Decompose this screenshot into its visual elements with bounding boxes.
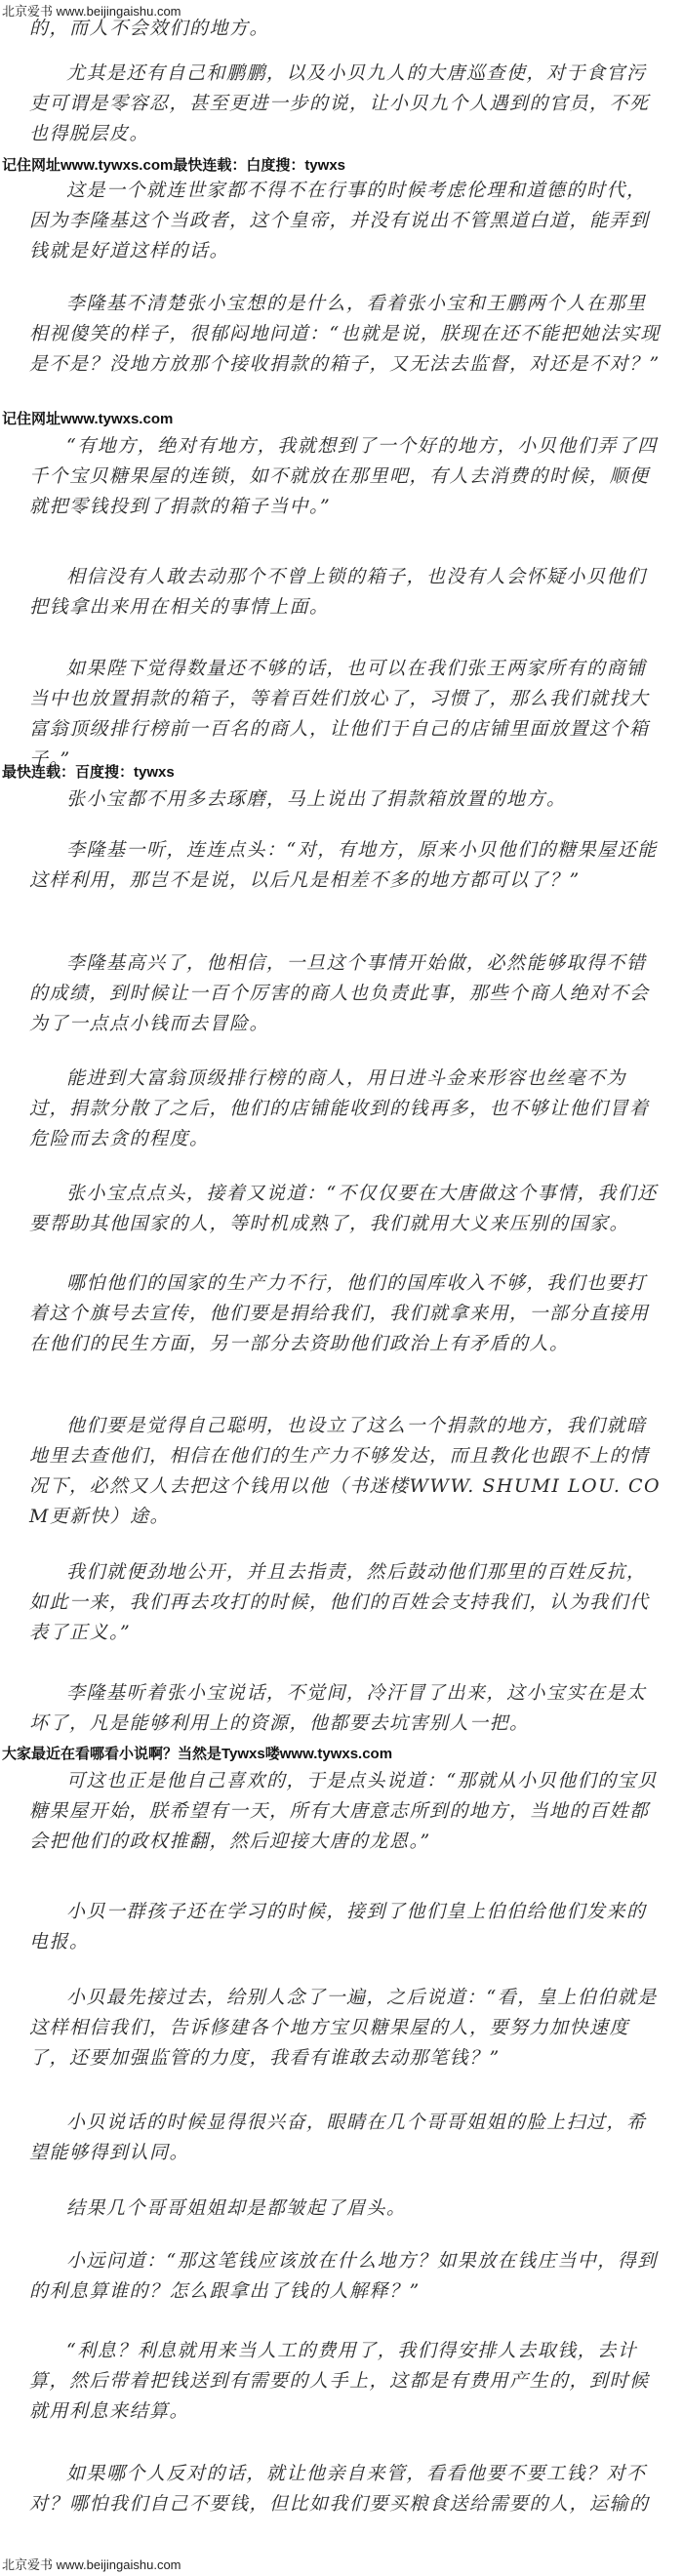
paragraph: 这是一个就连世家都不得不在行事的时候考虑伦理和道德的时代，因为李隆基这个当政者，这个皇帝，并没有说出不管黑道白道，能弄到钱就是好道这样的话。 <box>29 180 650 262</box>
paragraph: 李隆基高兴了，他相信，一旦这个事情开始做，必然能够取得不错的成绩，到时候让一百个厉害的商人也负责此事，那些个商人绝对不会为了一点点小钱而去冒险。 <box>29 952 650 1034</box>
paragraph: 他们要是觉得自己聪明，也设立了这么一个捐款的地方，我们就暗地里去查他们，相信在他们的生产力不够发达，而且教化也跟不上的情况下，必然又人去把这个钱用以他（书迷楼WWW. SHUMI LOU. COM更新快）途。 <box>29 1415 662 1527</box>
ad-line: 大家最近在看哪看小说啊？当然是Tywxs喽www.tywxs.com <box>2 1746 393 1762</box>
paragraph: “有地方，绝对有地方，我就想到了一个好的地方，小贝他们弄了四千个宝贝糖果屋的连锁，如不就放在那里吧，有人去消费的时候，顺便就把零钱投到了捐款的箱子当中。” <box>29 435 658 517</box>
paragraph: 李隆基不清楚张小宝想的是什么，看着张小宝和王鹏两个人在那里相视傻笑的样子，很郁闷地问道：“也就是说，朕现在还不能把她法实现是不是？没地方放那个接收捐款的箱子，又无法去监督，对还是不对？” <box>29 293 661 375</box>
paragraph: 李隆基听着张小宝说话，不觉间，冷汗冒了出来，这小宝实在是太坏了，凡是能够利用上的资源，他都要去坑害别人一把。 <box>29 1682 647 1734</box>
paragraph: 如果陛下觉得数量还不够的话，也可以在我们张王两家所有的商铺当中也放置捐款的箱子，等着百姓们放心了，习惯了，那么我们就找大富翁顶级排行榜前一百名的商人，让他们于自己的店铺里面放置这个箱子。” <box>29 658 650 770</box>
paragraph: 小贝一群孩子还在学习的时候，接到了他们皇上伯伯给他们发来的电报。 <box>29 1901 647 1952</box>
paragraph: 可这也正是他自己喜欢的，于是点头说道：“那就从小贝他们的宝贝糖果屋开始，朕希望有一天，所有大唐意志所到的地方，当地的百姓都会把他们的政权推翻，然后迎接大唐的龙恩。” <box>29 1770 658 1852</box>
paragraph: 尤其是还有自己和鹏鹏，以及小贝九人的大唐巡查使，对于食官污吏可谓是零容忍，甚至更进一步的说，让小贝九个人遇到的官员，不死也得脱层皮。 <box>29 62 650 144</box>
paragraph: 结果几个哥哥姐姐却是都皱起了眉头。 <box>66 2197 407 2219</box>
ad-line: 记住网址www.tywxs.com最快连载：白度搜：tywxs <box>2 157 346 174</box>
paragraph: 张小宝都不用多去琢磨，马上说出了捐款箱放置的地方。 <box>66 788 567 810</box>
paragraph: 张小宝点点头，接着又说道：“不仅仅要在大唐做这个事情，我们还要帮助其他国家的人，等时机成熟了，我们就用大义来压别的国家。 <box>29 1183 658 1234</box>
paragraph: 相信没有人敢去动那个不曾上锁的箱子，也没有人会怀疑小贝他们把钱拿出来用在相关的事情上面。 <box>29 566 647 618</box>
paragraph: 我们就便劲地公开，并且去指责，然后鼓动他们那里的百姓反抗，如此一来，我们再去攻打的时候，他们的百姓会支持我们，认为我们代表了正义。” <box>29 1561 650 1643</box>
paragraph: 李隆基一听，连连点头：“对，有地方，原来小贝他们的糖果屋还能这样利用，那岂不是说，以后凡是相差不多的地方都可以了？” <box>29 839 658 891</box>
paragraph: 小贝说话的时候显得很兴奋，眼睛在几个哥哥姐姐的脸上扫过，希望能够得到认同。 <box>29 2112 647 2163</box>
paragraph: 的，而人不会效们的地方。 <box>29 18 270 39</box>
paragraph: 哪怕他们的国家的生产力不行，他们的国库收入不够，我们也要打着这个旗号去宣传，他们要是捐给我们，我们就拿来用，一部分直接用在他们的民生方面，另一部分去资助他们政治上有矛盾的人。 <box>29 1272 650 1354</box>
ad-line: 最快连载：百度搜：tywxs <box>2 764 175 781</box>
ad-line: 记住网址www.tywxs.com <box>2 411 174 427</box>
paragraph: 如果哪个人反对的话，就让他亲自来管，看看他要不要工钱？对不对？哪怕我们自己不要钱，但比如我们要买粮食送给需要的人，运输的 <box>29 2463 650 2515</box>
paragraph: 能进到大富翁顶级排行榜的商人，用日进斗金来形容也丝毫不为过，捐款分散了之后，他们的店铺能收到的钱再多，也不够让他们冒着危险而去贪的程度。 <box>29 1067 650 1149</box>
paragraph: “利息？利息就用来当人工的费用了，我们得安排人去取钱，去计算，然后带着把钱送到有需要的人手上，这都是有费用产生的，到时候就用利息来结算。 <box>29 2340 650 2422</box>
site-watermark-bottom: 北京爱书 www.beijingaishu.com <box>2 2557 181 2572</box>
paragraph: 小贝最先接过去，给别人念了一遍，之后说道：“看，皇上伯伯就是这样相信我们，告诉修建各个地方宝贝糖果屋的人，要努力加快速度了，还要加强监管的力度，我看有谁敢去动那笔钱？” <box>29 1987 658 2069</box>
paragraph: 小远问道：“那这笔钱应该放在什么地方？如果放在钱庄当中，得到的利息算谁的？怎么跟拿出了钱的人解释？” <box>29 2250 658 2302</box>
site-watermark-top: 北京爱书 www.beijingaishu.com <box>2 4 181 19</box>
